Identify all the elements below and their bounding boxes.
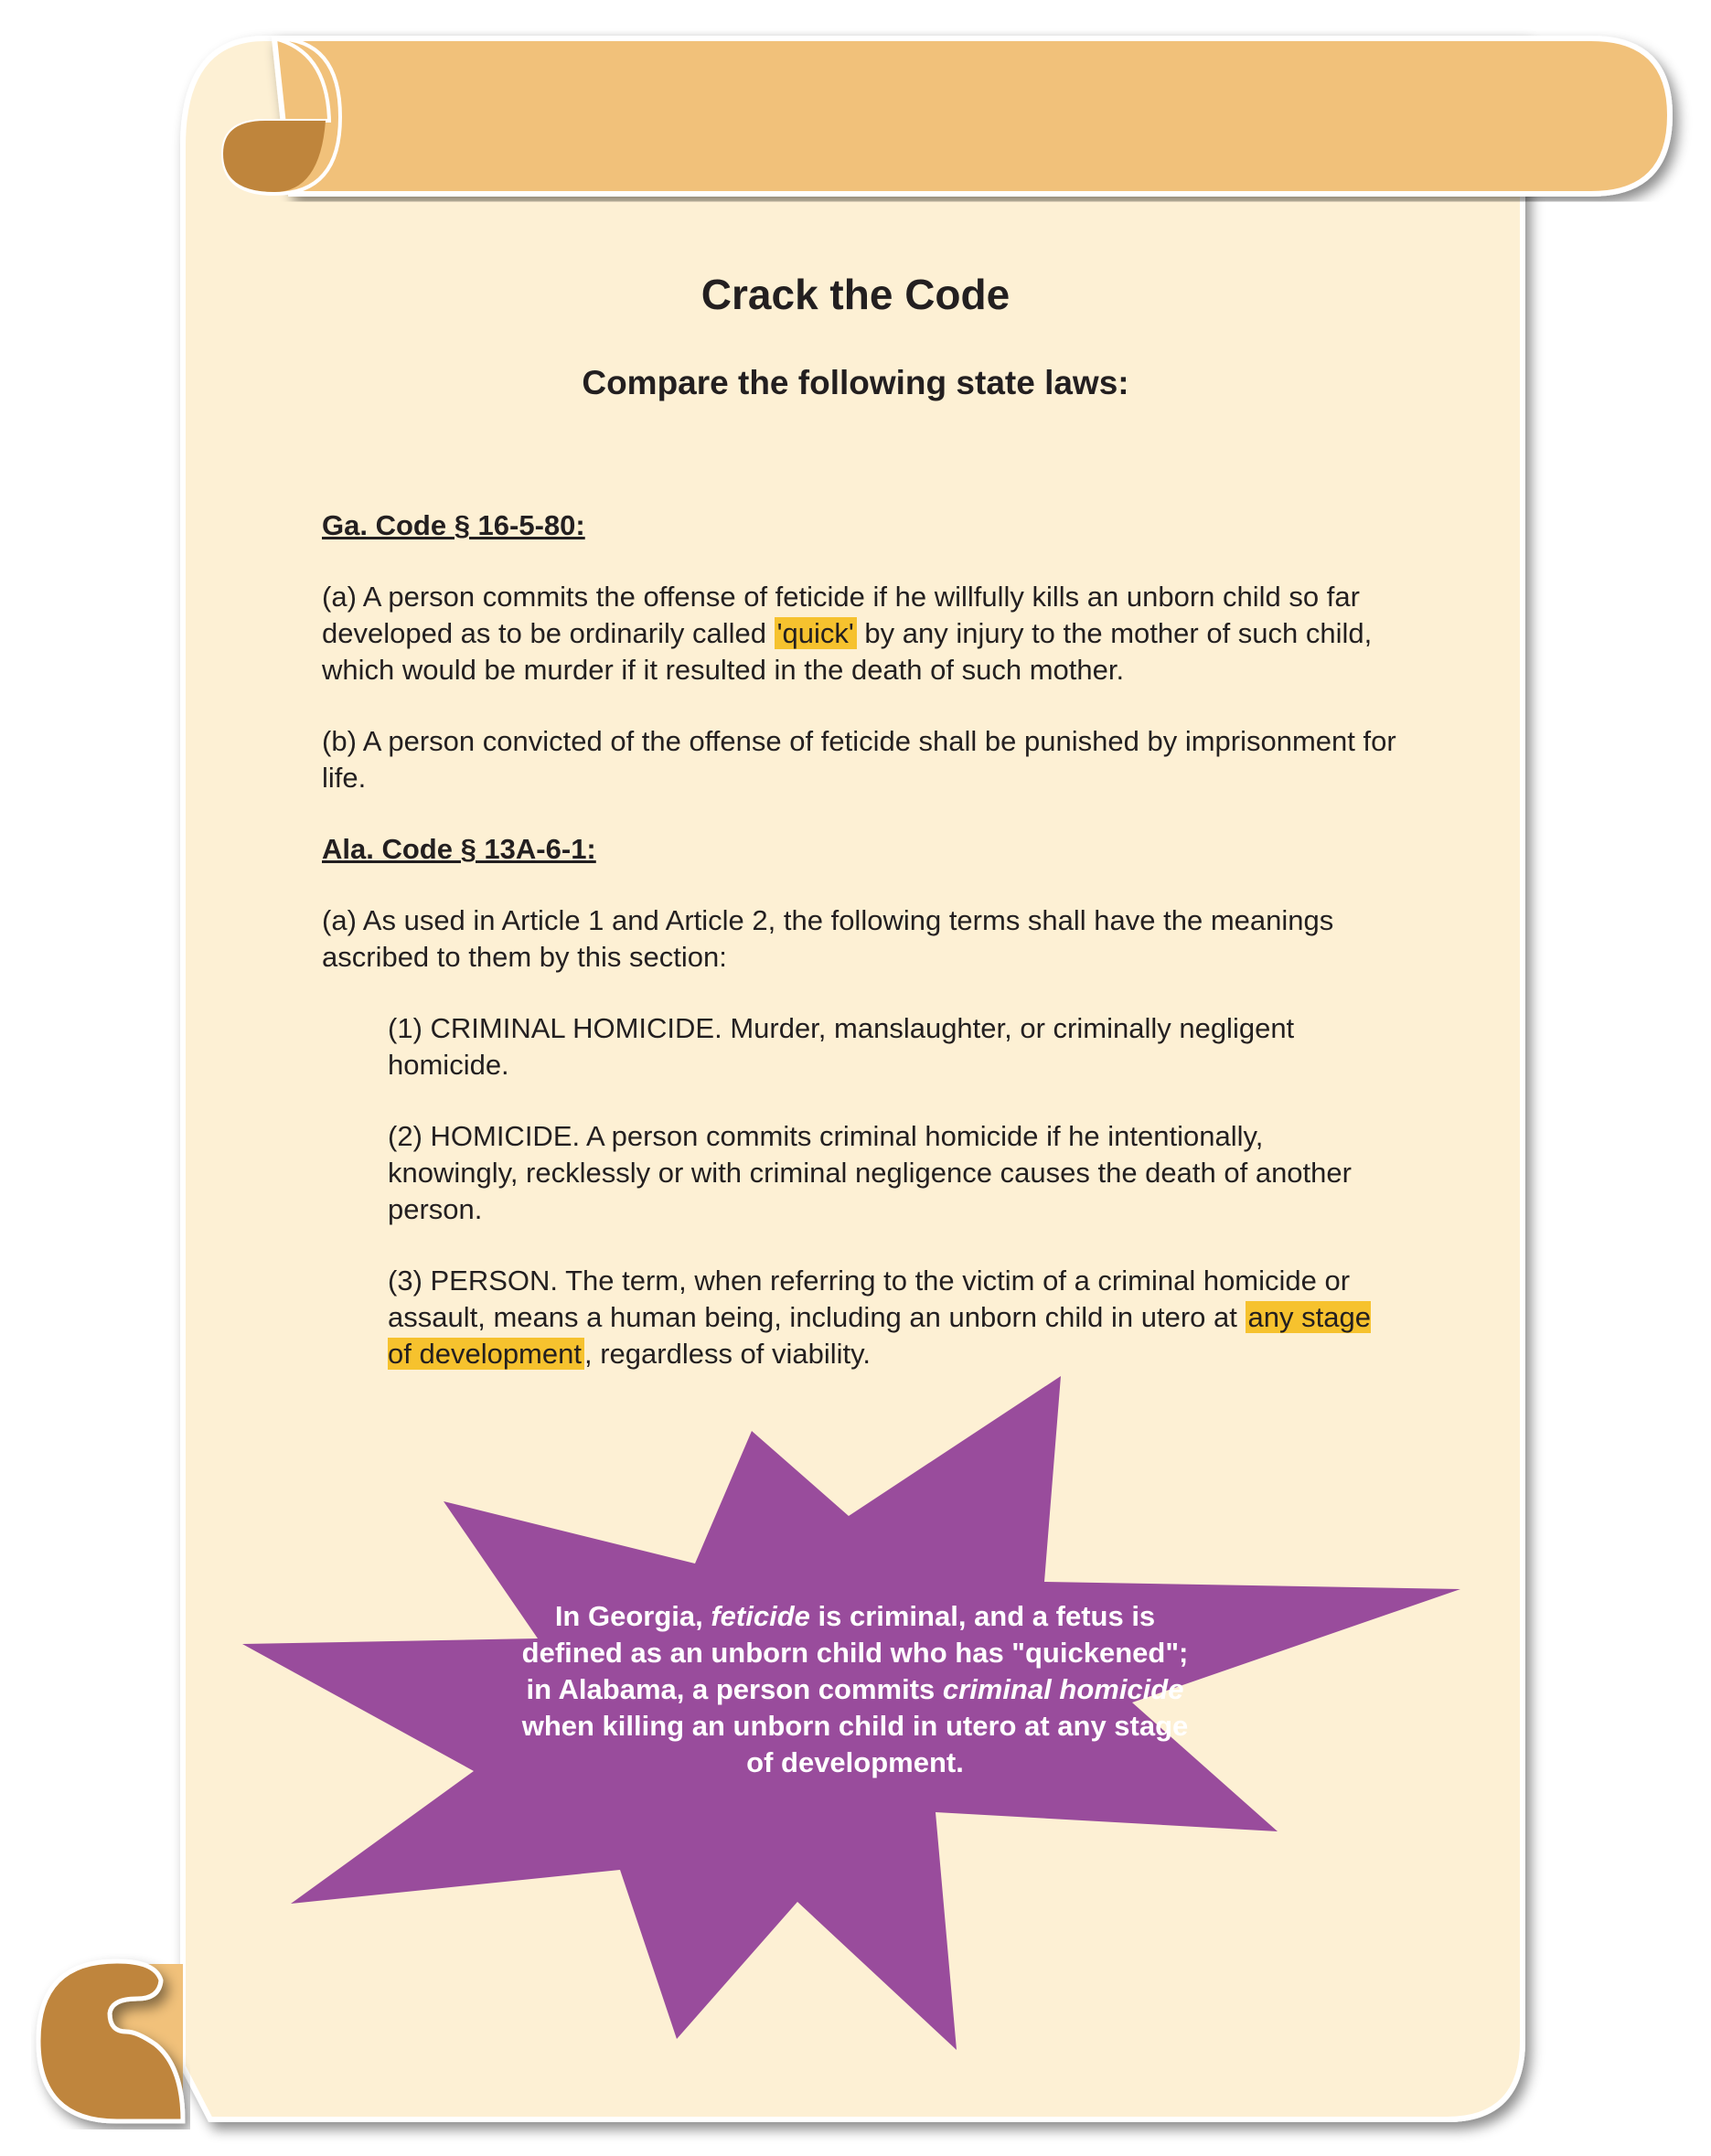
alabama-code-heading: Ala. Code § 13A-6-1: [322,833,596,865]
alabama-item-3 [388,1263,1401,1372]
georgia-code-heading: Ga. Code § 16-5-80: [322,509,585,541]
alabama-paragraph-a: (a) As used in Article 1 and Article 2, the following terms shall have the meanings ascribed to them by this section: [322,904,1334,973]
georgia-paragraph-a [322,579,1401,688]
georgia-a-text-start: (a) A person commits the offense of feticide if he willfully kills an unborn child so far developed as to be ordinarily called [322,581,1360,649]
quick-highlight: 'quick' [775,617,857,649]
page-subtitle: Compare the following state laws: [582,364,1129,401]
callout-part-1: In Georgia, [554,1600,711,1632]
callout-text [517,1598,1193,1781]
callout-part-2: is criminal, and a fetus is defined as an unborn child who has "quickened"; in Alabama, a person commits [521,1600,1189,1705]
page-title: Crack the Code [700,271,1011,318]
callout-feticide: feticide [711,1600,810,1632]
alabama-item-3-end: , regardless of viability. [583,1338,871,1370]
callout-criminal-homicide: criminal homicide [942,1673,1184,1705]
alabama-item-1: (1) CRIMINAL HOMICIDE. Murder, manslaughter, or criminally negligent homicide. [388,1012,1295,1081]
callout-part-3: when killing an unborn child in utero at any stage of development. [521,1710,1189,1778]
any-stage-highlight: any stage of development [388,1301,1371,1370]
georgia-a-text-end: by any injury to the mother of such child, which would be murder if it resulted in the death of such mother. [322,617,1373,686]
law-comparison-content [322,507,1401,1407]
alabama-item-2: (2) HOMICIDE. A person commits criminal homicide if he intentionally, knowingly, recklessly or with criminal negligence causes the death of another person. [388,1120,1352,1225]
top-scroll-roll [274,38,1670,194]
alabama-item-3-start: (3) PERSON. The term, when referring to the victim of a criminal homicide or assault, means a human being, including an unborn child in utero at [388,1265,1351,1333]
georgia-paragraph-b: (b) A person convicted of the offense of feticide shall be punished by imprisonment for life. [322,725,1396,794]
